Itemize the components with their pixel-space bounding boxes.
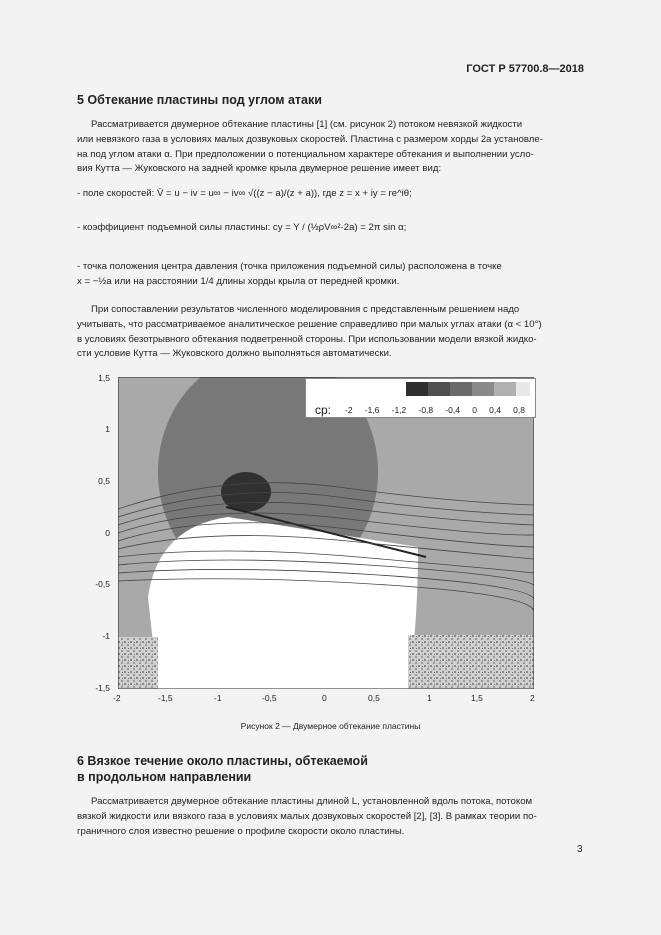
text-line: граничного слоя известно решение о профиле скорости около пластины. (77, 825, 405, 837)
text-line: учитывать, что рассматриваемое аналитическое решение справедливо при малых углах атаки (α < 10°) (77, 318, 542, 330)
x-tick: -1 (214, 693, 222, 703)
y-tick: -0,5 (95, 579, 110, 589)
x-tick: -1,5 (158, 693, 173, 703)
y-tick: -1,5 (95, 683, 110, 693)
section-5-heading: 5 Обтекание пластины под углом атаки (77, 93, 322, 107)
x-tick: 1,5 (471, 693, 483, 703)
legend-tick: 0,4 (489, 405, 501, 415)
pressure-center-paragraph (77, 260, 582, 290)
text-line: в условиях безотрывного обтекания подветренной стороны. При использовании модели вязкой жидко- (77, 333, 537, 345)
lift-coefficient-formula: - коэффициент подъемной силы пластины: cy = Y / (½ρV∞²·2a) = 2π sin α; (77, 222, 407, 233)
noise-region-right (408, 635, 534, 689)
x-tick: -2 (113, 693, 121, 703)
y-tick: 0 (105, 528, 110, 538)
velocity-field-formula: - поле скоростей: V̄ = u − iv = u∞ − iv∞ √((z − a)/(z + a)), где z = x + iy = re^iθ; (77, 188, 412, 199)
y-tick: 1,5 (98, 373, 110, 383)
pressure-contour-plot (118, 377, 534, 689)
legend-tick: 0 (472, 405, 477, 415)
y-tick: 1 (105, 424, 110, 434)
text-line: При сопоставлении результатов численного моделирования с представленным решением надо (91, 304, 520, 315)
x-tick: 1 (427, 693, 432, 703)
text-line: x = −½a или на расстоянии 1/4 длины хорды крыла от передней кромки. (77, 275, 400, 287)
legend-tick: -0,4 (445, 405, 460, 415)
section-5-paragraph (77, 118, 582, 177)
x-tick: 0 (322, 693, 327, 703)
high-pressure-region (148, 517, 418, 689)
text-line: Рассматривается двумерное обтекание пластины [1] (см. рисунок 2) потоком невязкой жидкости (91, 119, 523, 130)
figure-caption: Рисунок 2 — Двумерное обтекание пластины (240, 721, 421, 731)
noise-region-left (118, 637, 158, 689)
heading-line: в продольном направлении (77, 770, 252, 784)
text-line: на под углом атаки α. При предположении о потенциальном характере обтекания и выполнении усло- (77, 148, 534, 160)
text-line: Рассматривается двумерное обтекание пластины длиной L, установленной вдоль потока, потоком (91, 796, 533, 807)
legend-tick: -0,8 (418, 405, 434, 415)
text-line: или невязкого газа в условиях малых дозвуковых скоростей. Пластина с размером хорды 2a установле- (77, 133, 543, 145)
legend-tick: 0,8 (513, 405, 525, 415)
text-line: сти условие Кутта — Жуковского должно выполняться автоматически. (77, 348, 392, 360)
text-line: - точка положения центра давления (точка приложения подъемной силы) расположена в точке (77, 261, 502, 272)
legend-tick: -1,2 (391, 405, 407, 415)
legend-tick: -2 (345, 405, 353, 415)
section-6-paragraph (77, 795, 582, 839)
y-tick: 0,5 (98, 476, 110, 486)
heading-line: 6 Вязкое течение около пластины, обтекаемой (77, 754, 368, 768)
page-number: 3 (577, 844, 583, 855)
y-tick: -1 (102, 631, 110, 641)
comparison-paragraph (77, 303, 582, 362)
x-tick: 2 (530, 693, 535, 703)
flow-field-figure (118, 377, 534, 689)
legend-ticks (345, 405, 525, 415)
legend-tick: -1,6 (364, 405, 380, 415)
section-6-heading (77, 753, 368, 785)
suction-peak-region (221, 472, 271, 512)
text-line: вия Кутта — Жуковского на задней кромке крыла двумерное решение имеет вид: (77, 163, 442, 175)
text-line: вязкой жидкости или вязкого газа в условиях малых дозвуковых скоростей [2], [3]. В рамках теории по- (77, 810, 537, 822)
x-tick: -0,5 (262, 693, 277, 703)
x-tick: 0,5 (368, 693, 380, 703)
legend-label: cp: (315, 403, 332, 417)
document-code: ГОСТ Р 57700.8—2018 (466, 63, 584, 75)
